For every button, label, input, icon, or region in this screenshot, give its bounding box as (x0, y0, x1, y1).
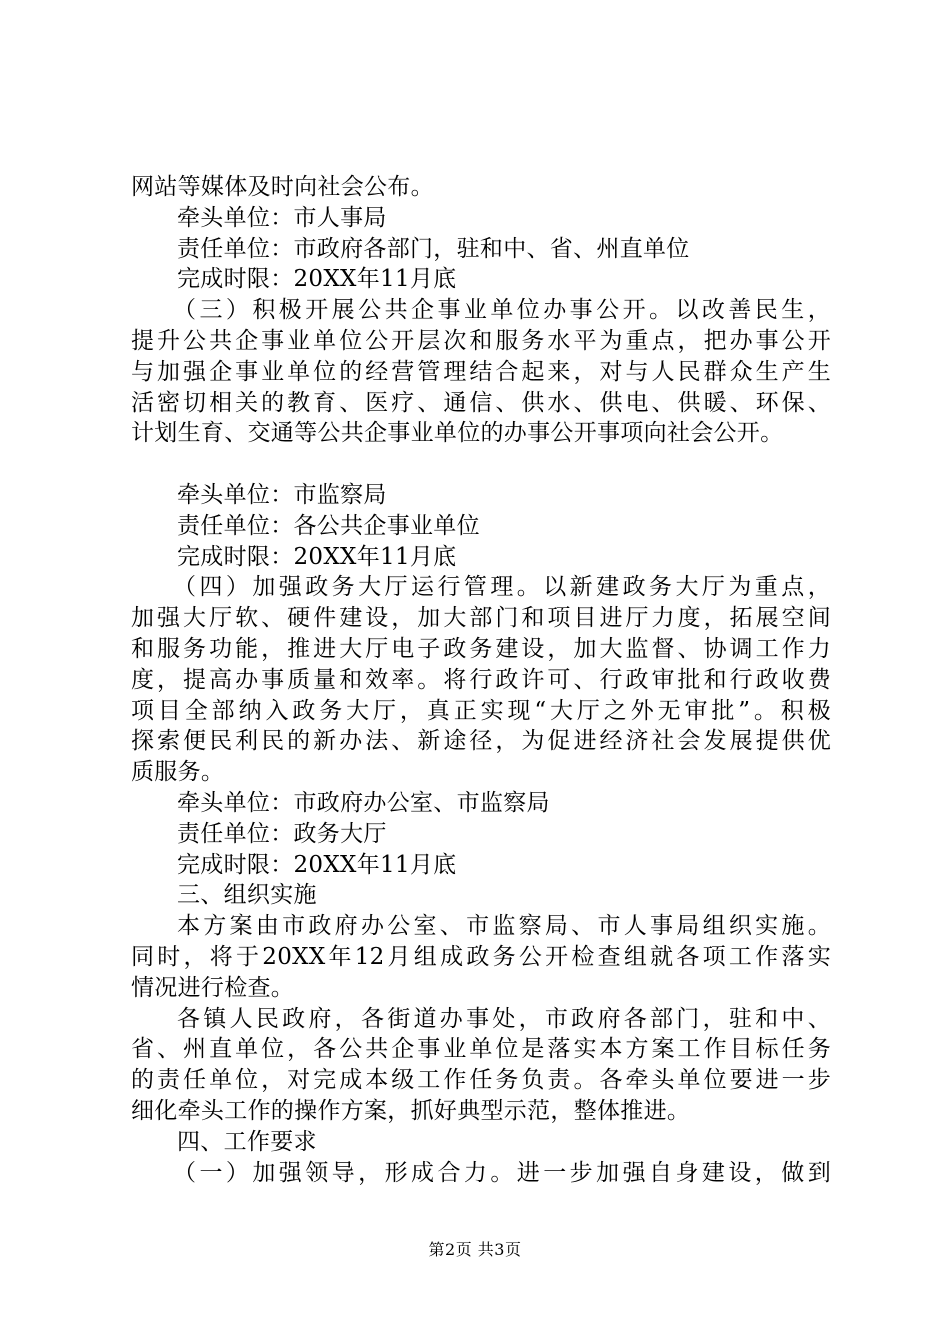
text-line: 活密切相关的教育、医疗、通信、供水、供电、供暖、环保、 (131, 389, 831, 416)
text-line: 加强大厅软、硬件建设，加大部门和项目进厅力度，拓展空间 (131, 605, 831, 632)
text-line: 项目全部纳入政务大厅，真正实现“大厅之外无审批”。积极 (131, 697, 831, 724)
text-line: 探索便民利民的新办法、新途径，为促进经济社会发展提供优 (131, 728, 831, 755)
text-line: 责任单位：市政府各部门，驻和中、省、州直单位 (177, 235, 690, 262)
text-line: 计划生育、交通等公共企事业单位的办事公开事项向社会公开。 (131, 420, 784, 447)
text-line: 的责任单位，对完成本级工作任务负责。各牵头单位要进一步 (131, 1067, 831, 1094)
text-line: 与加强企事业单位的经营管理结合起来，对与人民群众生产生 (131, 358, 831, 385)
text-line: 各镇人民政府，各街道办事处，市政府各部门，驻和中、 (177, 1005, 831, 1032)
page-footer: 第2页 共3页 (428, 1240, 522, 1259)
text-line: 提升公共企事业单位公开层次和服务水平为重点，把办事公开 (131, 327, 831, 354)
text-line: 牵头单位：市政府办公室、市监察局 (177, 789, 550, 816)
text-line: （一）加强领导，形成合力。进一步加强自身建设，做到 (173, 1159, 831, 1186)
text-line: 牵头单位：市人事局 (177, 204, 387, 231)
text-line: （三）积极开展公共企事业单位办事公开。以改善民生， (173, 297, 831, 324)
paragraph-gap (131, 449, 831, 480)
text-line: 责任单位：各公共企事业单位 (177, 512, 480, 539)
text-line: 完成时限：20XX年11月底 (177, 266, 457, 293)
text-line: （四）加强政务大厅运行管理。以新建政务大厅为重点， (173, 574, 831, 601)
section-heading: 三、组织实施 (177, 882, 317, 909)
text-line: 责任单位：政务大厅 (177, 820, 387, 847)
text-line: 同时，将于20XX年12月组成政务公开检查组就各项工作落实 (131, 943, 831, 970)
text-line: 本方案由市政府办公室、市监察局、市人事局组织实施。 (177, 913, 831, 940)
text-line: 细化牵头工作的操作方案，抓好典型示范，整体推进。 (131, 1097, 691, 1124)
text-line: 网站等媒体及时向社会公布。 (131, 174, 434, 200)
text-line: 质服务。 (131, 759, 225, 786)
document-body (131, 172, 831, 1188)
text-line: 和服务功能，推进大厅电子政务建设，加大监督、协调工作力 (131, 635, 831, 662)
text-line: 完成时限：20XX年11月底 (177, 851, 457, 878)
text-line: 牵头单位：市监察局 (177, 481, 387, 508)
text-line: 完成时限：20XX年11月底 (177, 543, 457, 570)
text-line: 情况进行检查。 (131, 974, 295, 1001)
section-heading: 四、工作要求 (177, 1128, 317, 1155)
text-line: 省、州直单位，各公共企事业单位是落实本方案工作目标任务 (131, 1036, 831, 1063)
text-line: 度，提高办事质量和效率。将行政许可、行政审批和行政收费 (131, 666, 831, 693)
